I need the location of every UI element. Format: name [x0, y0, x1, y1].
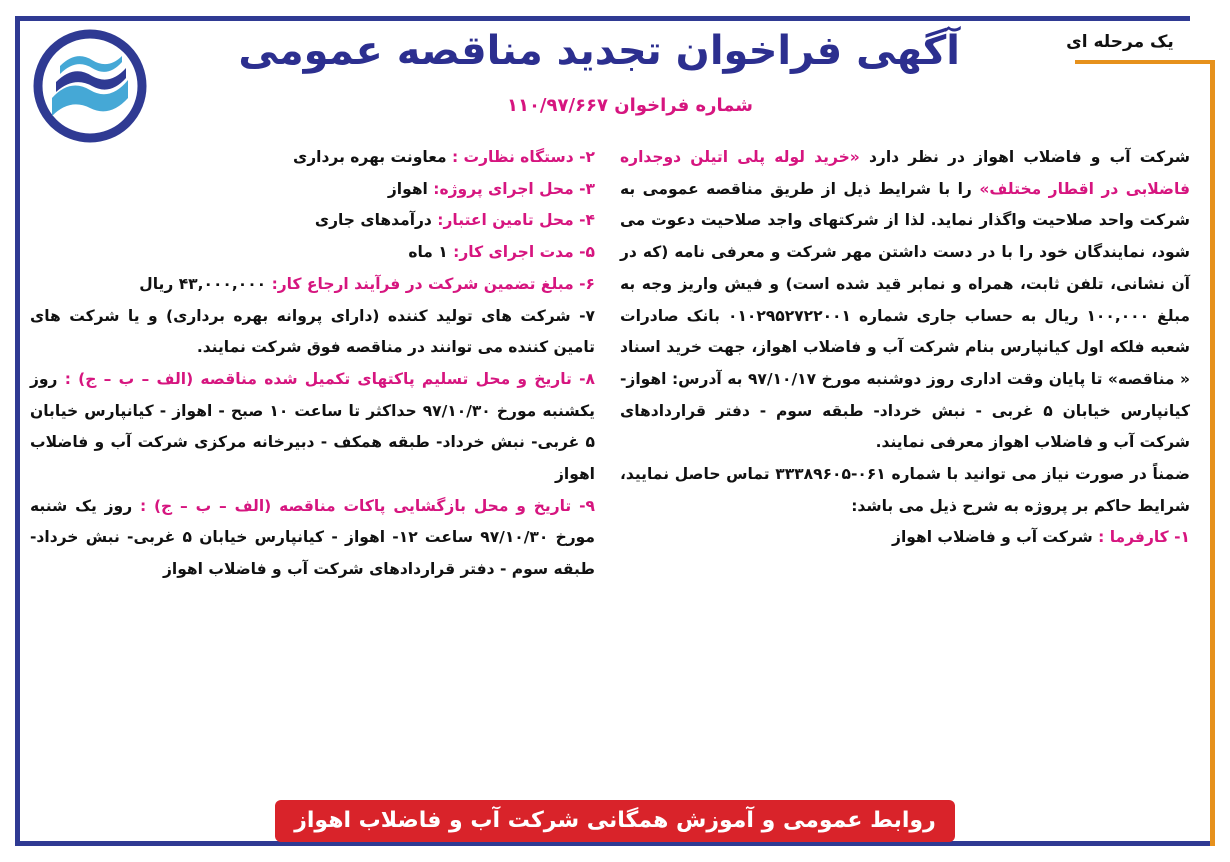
tender-stage-tag: یک مرحله ای — [1066, 32, 1174, 52]
tender-subject: «خرید لوله پلی اتیلن دوجداره فاضلابی در اقطار مختلف» — [620, 148, 1190, 198]
contact-paragraph: ضمناً در صورت نیاز می توانید با شماره ۰۶۱-۳۳۳۸۹۶۰۵ تماس حاصل نمایید، شرایط حاکم بر پروژه به شرح ذیل می باشد: — [620, 465, 1191, 515]
page-title: آگهی فراخوان تجدید مناقصه عمومی — [238, 28, 960, 74]
organization-logo — [30, 20, 150, 150]
frame-left — [15, 16, 20, 842]
item-guarantee-amount: ۶- مبلغ تضمین شرکت در فرآیند ارجاع کار: ۴۳,۰۰۰,۰۰۰ ریال — [139, 274, 595, 293]
item-opening: ۹- تاریخ و محل بازگشایی پاکات مناقصه (الف – ب – ج) : روز یک شنبه مورخ ۹۷/۱۰/۳۰ ساعت ۱۲- اهواز - کیانپارس خیابان ۵ غربی- نبش خرداد- طبقه سوم - دفتر قراردادهای شرکت آب و فاضلاب اهواز — [30, 496, 595, 579]
item-eligible-companies: ۷- شرکت های تولید کننده (دارای پروانه بهره برداری) و یا شرکت های تامین کننده می توانند در مناقصه فوق شرکت نمایند. — [30, 306, 595, 357]
item-funding-source: ۴- محل تامین اعتبار: درآمدهای جاری — [314, 211, 595, 230]
item-supervision: ۲- دستگاه نظارت : معاونت بهره برداری — [293, 148, 595, 166]
body-left-column — [30, 142, 595, 586]
water-wave-logo-icon — [30, 20, 150, 150]
item-employer: ۱- کارفرما : شرکت آب و فاضلاب اهواز — [892, 528, 1190, 547]
frame-right — [1210, 62, 1215, 846]
call-number: شماره فراخوان ۱۱۰/۹۷/۶۶۷ — [506, 95, 754, 116]
body-right-column — [620, 142, 1190, 554]
footer-banner: روابط عمومی و آموزش همگانی شرکت آب و فاضلاب اهواز — [275, 800, 955, 842]
intro-paragraph: شرکت آب و فاضلاب اهواز در نظر دارد «خرید لوله پلی اتیلن دوجداره فاضلابی در اقطار مختلف» را با شرایط ذیل از طریق مناقصه عمومی به شرکت واحد صلاحیت واگذار نماید. لذا از شرکتهای واجد صلاحیت دعوت می شود، نمایندگان خود را با در دست داشتن مهر شرکت و معرفی نامه (که در آن نشانی، تلفن ثابت، همراه و نمابر قید شده است) و فیش واریز وجه به مبلغ ۱۰۰,۰۰۰ ریال به حساب جاری شماره ۰۱۰۲۹۵۲۷۲۲۰۰۱ بانک صادرات شعبه فلکه اول کیانپارس بنام شرکت آب و فاضلاب اهواز، جهت خرید اسناد « مناقصه» تا پایان وقت اداری روز دوشنبه مورخ ۹۷/۱۰/۱۷ به آدرس: اهواز- کیانپارس خیابان ۵ غربی - نبش خرداد- طبقه سوم - دفتر قراردادهای شرکت آب و فاضلاب اهواز معرفی نمایند. — [620, 148, 1191, 452]
item-project-location: ۳- محل اجرای پروژه: اهواز — [387, 179, 595, 198]
item-duration: ۵- مدت اجرای کار: ۱ ماه — [408, 243, 595, 262]
item-submission: ۸- تاریخ و محل تسلیم پاکتهای تکمیل شده مناقصه (الف – ب – ج) : روز یکشنبه مورخ ۹۷/۱۰/۳۰ حداکثر تا ساعت ۱۰ صبح - اهواز - کیانپارس خیابان ۵ غربی- نبش خرداد- طبقه همکف - دبیرخانه مرکزی شرکت آب و فاضلاب اهواز — [30, 369, 595, 484]
